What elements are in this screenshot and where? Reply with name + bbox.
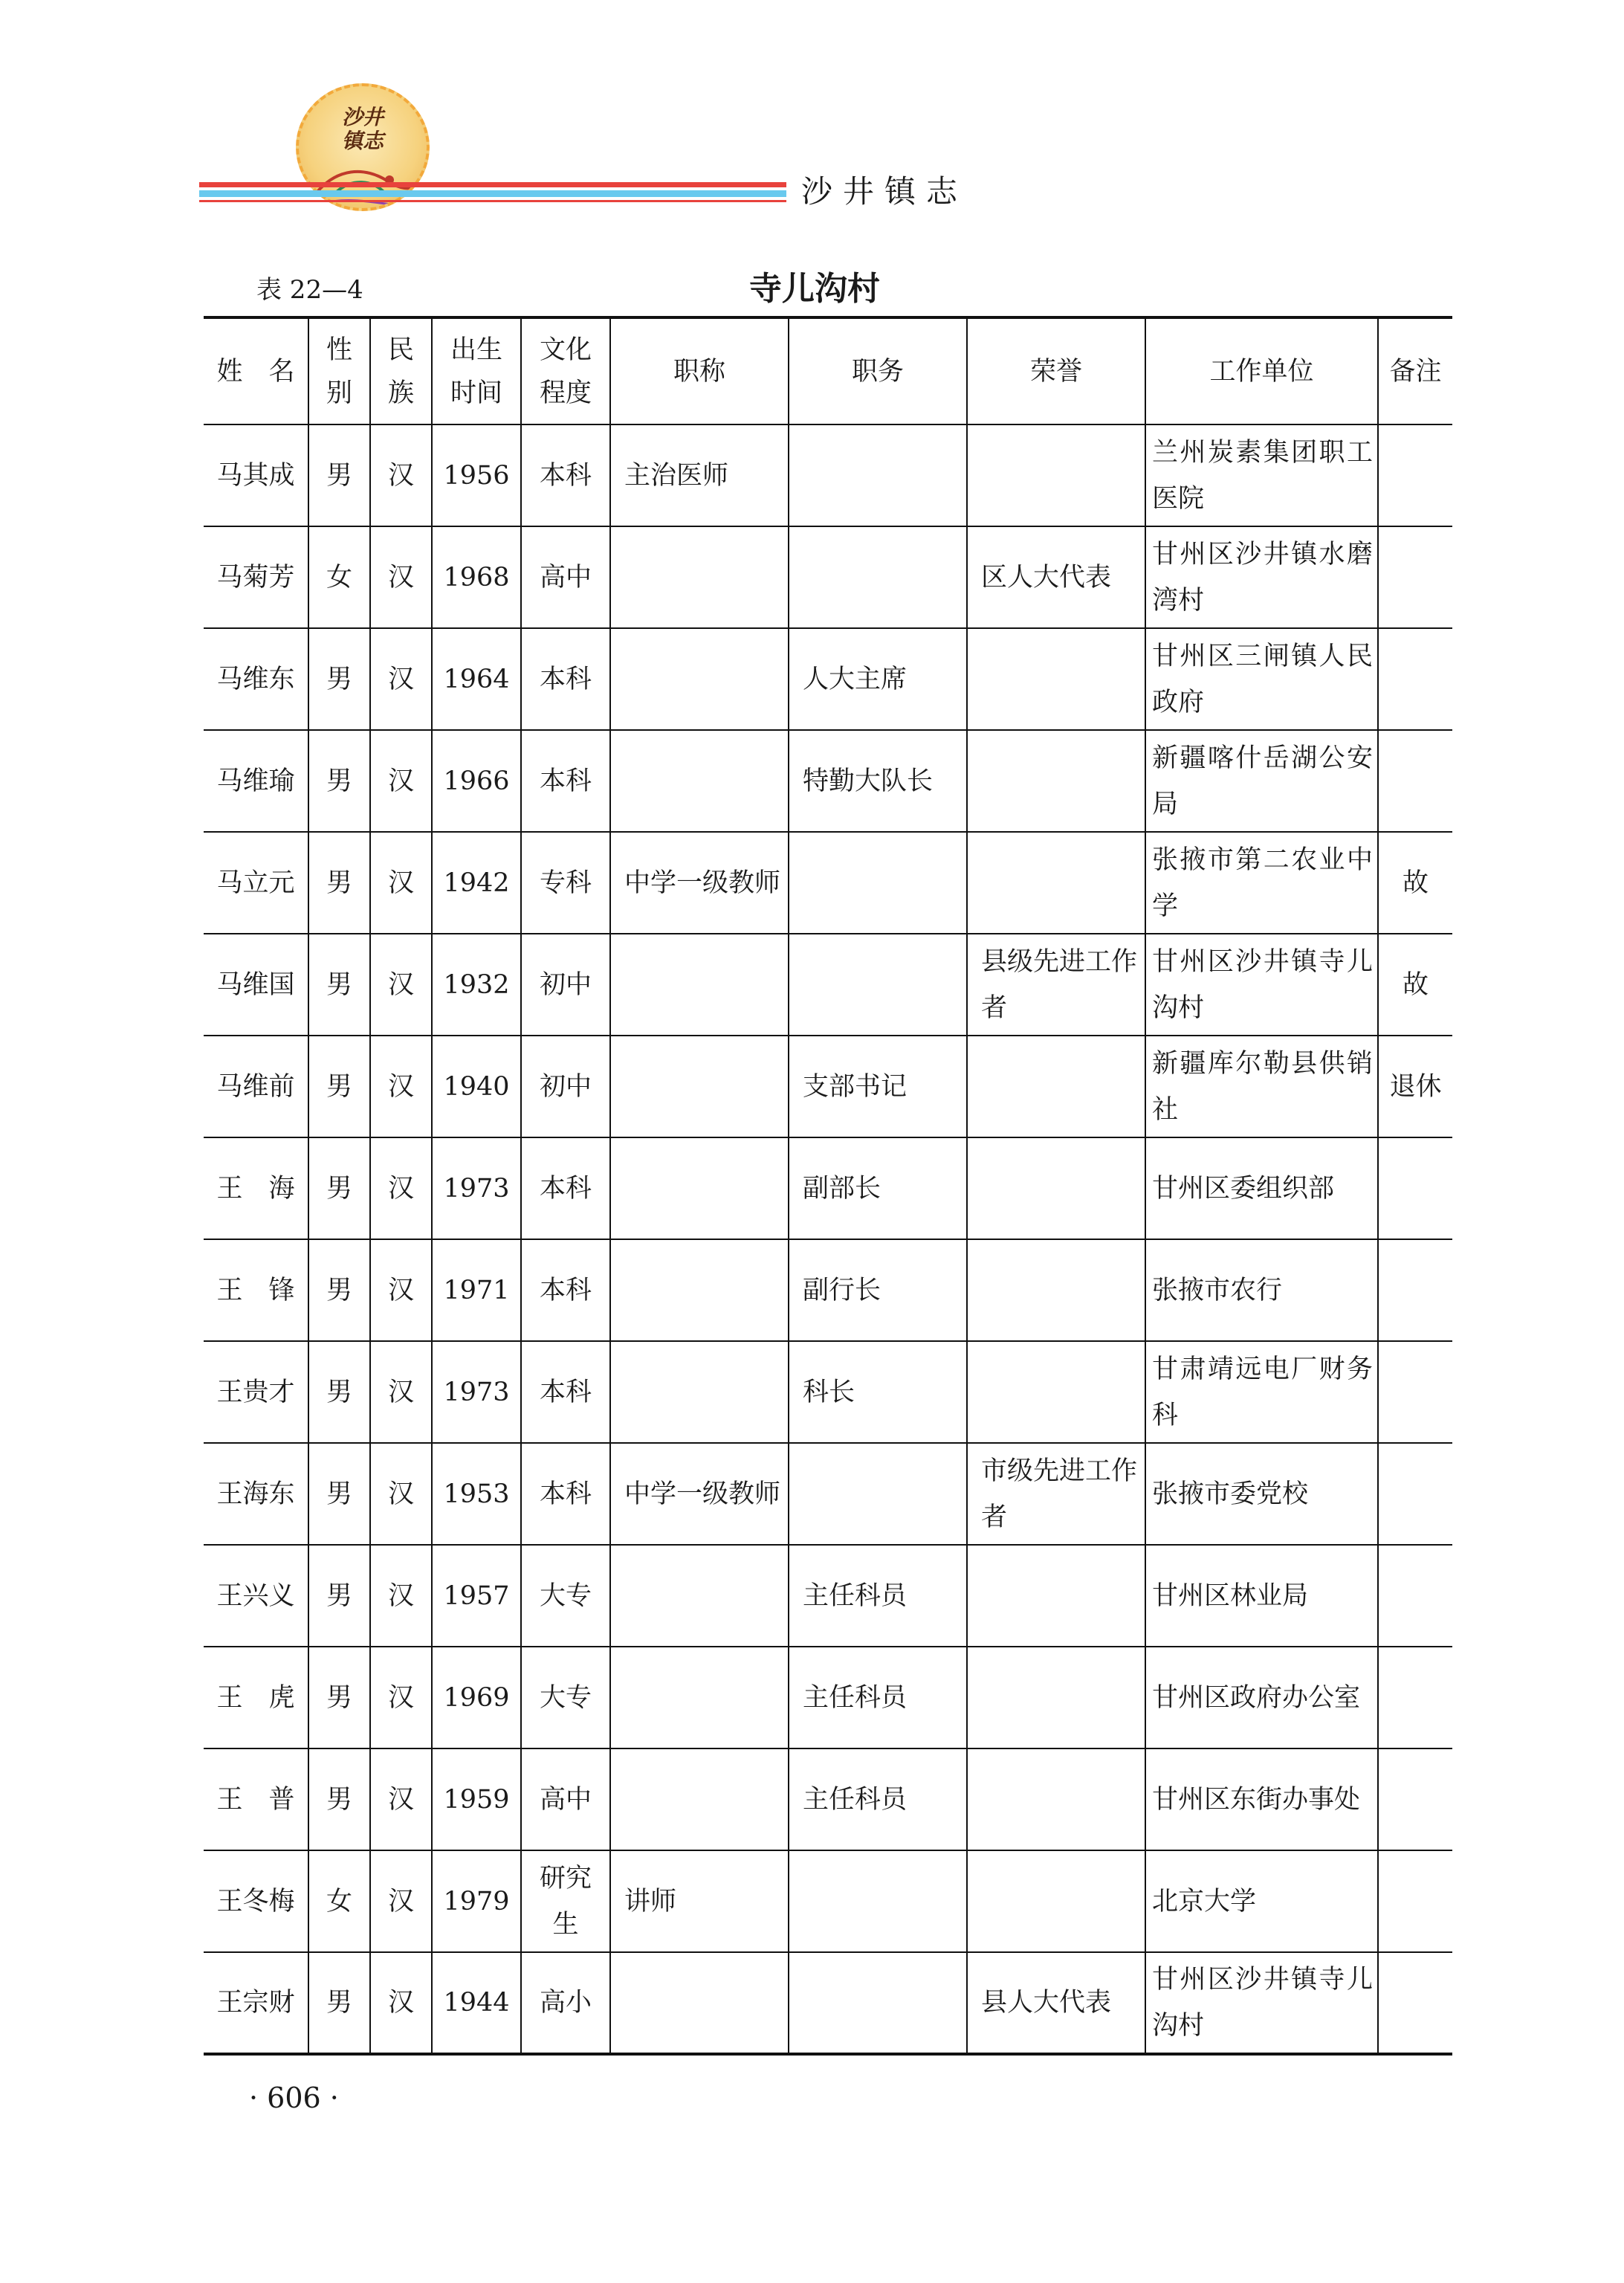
cell-birth: 1971	[432, 1239, 521, 1341]
cell-honor	[967, 1341, 1145, 1443]
cell-position	[789, 1850, 967, 1952]
cell-education: 初中	[521, 934, 610, 1036]
cell-birth: 1953	[432, 1443, 521, 1545]
cell-birth: 1973	[432, 1341, 521, 1443]
cell-name: 王宗财	[204, 1952, 308, 2054]
cell-unit: 北京大学	[1145, 1850, 1378, 1952]
col-header-education: 文化程度	[521, 317, 610, 424]
cell-note	[1378, 1850, 1452, 1952]
cell-note	[1378, 1239, 1452, 1341]
cell-position	[789, 526, 967, 628]
cell-unit: 新疆库尔勒县供销社	[1145, 1036, 1378, 1137]
cell-position	[789, 1952, 967, 2054]
table-body	[204, 424, 1452, 2054]
col-header-unit: 工作单位	[1145, 317, 1378, 424]
cell-name: 王兴义	[204, 1545, 308, 1647]
cell-birth: 1940	[432, 1036, 521, 1137]
cell-education: 本科	[521, 730, 610, 832]
cell-name: 马菊芳	[204, 526, 308, 628]
cell-ethnicity: 汉	[370, 730, 432, 832]
book-title: 沙井镇志	[801, 173, 968, 210]
cell-unit: 张掖市第二农业中学	[1145, 832, 1378, 934]
cell-gender: 男	[308, 1137, 370, 1239]
cell-education: 本科	[521, 424, 610, 526]
cell-name: 王海东	[204, 1443, 308, 1545]
cell-ethnicity: 汉	[370, 832, 432, 934]
cell-birth: 1956	[432, 424, 521, 526]
cell-honor	[967, 1748, 1145, 1850]
cell-education: 高中	[521, 526, 610, 628]
cell-honor	[967, 1545, 1145, 1647]
cell-education: 高小	[521, 1952, 610, 2054]
cell-title: 中学一级教师	[610, 1443, 789, 1545]
cell-ethnicity: 汉	[370, 1239, 432, 1341]
logo-text-line2: 镇志	[341, 129, 384, 153]
cell-unit: 甘州区政府办公室	[1145, 1647, 1378, 1748]
cell-gender: 男	[308, 1341, 370, 1443]
page-number: · 606 ·	[249, 2082, 339, 2114]
cell-education: 本科	[521, 1443, 610, 1545]
table-row	[204, 628, 1452, 730]
cell-position: 支部书记	[789, 1036, 967, 1137]
cell-position: 副部长	[789, 1137, 967, 1239]
cell-ethnicity: 汉	[370, 934, 432, 1036]
cell-honor	[967, 1850, 1145, 1952]
cell-ethnicity: 汉	[370, 1341, 432, 1443]
cell-ethnicity: 汉	[370, 1850, 432, 1952]
col-header-birth: 出生时间	[432, 317, 521, 424]
cell-title: 讲师	[610, 1850, 789, 1952]
cell-ethnicity: 汉	[370, 1137, 432, 1239]
table-row	[204, 934, 1452, 1036]
cell-position	[789, 1443, 967, 1545]
cell-gender: 男	[308, 1647, 370, 1748]
col-header-note: 备注	[1378, 317, 1452, 424]
table-row	[204, 1137, 1452, 1239]
cell-honor	[967, 1647, 1145, 1748]
cell-name: 王 海	[204, 1137, 308, 1239]
cell-gender: 男	[308, 832, 370, 934]
cell-education: 研究生	[521, 1850, 610, 1952]
cell-ethnicity: 汉	[370, 1443, 432, 1545]
col-header-gender: 性别	[308, 317, 370, 424]
table-row	[204, 1036, 1452, 1137]
cell-position	[789, 832, 967, 934]
cell-ethnicity: 汉	[370, 1952, 432, 2054]
cell-ethnicity: 汉	[370, 1748, 432, 1850]
cell-position	[789, 934, 967, 1036]
logo-text	[299, 106, 427, 153]
cell-ethnicity: 汉	[370, 1647, 432, 1748]
cell-position: 主任科员	[789, 1545, 967, 1647]
cell-title	[610, 526, 789, 628]
cell-unit: 新疆喀什岳湖公安局	[1145, 730, 1378, 832]
cell-unit: 张掖市农行	[1145, 1239, 1378, 1341]
cell-birth: 1964	[432, 628, 521, 730]
cell-note	[1378, 1137, 1452, 1239]
cell-title	[610, 730, 789, 832]
cell-unit: 张掖市委党校	[1145, 1443, 1378, 1545]
table-row	[204, 1239, 1452, 1341]
cell-gender: 女	[308, 526, 370, 628]
table-row	[204, 1952, 1452, 2054]
cell-note	[1378, 628, 1452, 730]
cell-position: 人大主席	[789, 628, 967, 730]
table-row	[204, 1341, 1452, 1443]
cell-title	[610, 1748, 789, 1850]
cell-gender: 男	[308, 628, 370, 730]
cell-note: 故	[1378, 832, 1452, 934]
cell-gender: 女	[308, 1850, 370, 1952]
col-header-title: 职称	[610, 317, 789, 424]
cell-name: 马维前	[204, 1036, 308, 1137]
cell-honor	[967, 424, 1145, 526]
cell-title	[610, 1952, 789, 2054]
cell-ethnicity: 汉	[370, 1036, 432, 1137]
cell-note: 退休	[1378, 1036, 1452, 1137]
cell-title	[610, 1239, 789, 1341]
cell-education: 本科	[521, 1341, 610, 1443]
header-rule-blue	[199, 190, 786, 197]
cell-note	[1378, 1545, 1452, 1647]
cell-birth: 1942	[432, 832, 521, 934]
cell-position	[789, 424, 967, 526]
table-row	[204, 1647, 1452, 1748]
table-header-row	[204, 317, 1452, 424]
table-row	[204, 526, 1452, 628]
col-header-position: 职务	[789, 317, 967, 424]
cell-education: 本科	[521, 1239, 610, 1341]
cell-ethnicity: 汉	[370, 526, 432, 628]
table-row	[204, 730, 1452, 832]
table-row	[204, 832, 1452, 934]
cell-honor: 区人大代表	[967, 526, 1145, 628]
cell-gender: 男	[308, 1239, 370, 1341]
cell-unit: 甘州区林业局	[1145, 1545, 1378, 1647]
cell-position: 副行长	[789, 1239, 967, 1341]
cell-birth: 1979	[432, 1850, 521, 1952]
cell-title	[610, 1341, 789, 1443]
cell-ethnicity: 汉	[370, 424, 432, 526]
cell-name: 王贵才	[204, 1341, 308, 1443]
cell-name: 马立元	[204, 832, 308, 934]
col-header-honor: 荣誉	[967, 317, 1145, 424]
cell-honor	[967, 628, 1145, 730]
table-row	[204, 1748, 1452, 1850]
cell-honor	[967, 1036, 1145, 1137]
cell-education: 高中	[521, 1748, 610, 1850]
header-rule-red-thin	[199, 200, 786, 202]
cell-gender: 男	[308, 1036, 370, 1137]
cell-birth: 1944	[432, 1952, 521, 2054]
cell-honor	[967, 832, 1145, 934]
bird-icon	[306, 152, 425, 211]
cell-birth: 1969	[432, 1647, 521, 1748]
cell-note	[1378, 1443, 1452, 1545]
cell-title: 中学一级教师	[610, 832, 789, 934]
cell-unit: 甘肃靖远电厂财务科	[1145, 1341, 1378, 1443]
personnel-table	[204, 316, 1452, 2056]
cell-name: 马维东	[204, 628, 308, 730]
header-rule-red	[199, 182, 786, 187]
cell-note	[1378, 1341, 1452, 1443]
table-row	[204, 1850, 1452, 1952]
cell-name: 王冬梅	[204, 1850, 308, 1952]
cell-name: 马维国	[204, 934, 308, 1036]
cell-position: 主任科员	[789, 1748, 967, 1850]
cell-education: 本科	[521, 1137, 610, 1239]
cell-education: 初中	[521, 1036, 610, 1137]
cell-title	[610, 1545, 789, 1647]
cell-honor: 市级先进工作者	[967, 1443, 1145, 1545]
cell-name: 王 虎	[204, 1647, 308, 1748]
table-number: 表 22—4	[256, 275, 363, 305]
cell-position: 科长	[789, 1341, 967, 1443]
cell-name: 马维瑜	[204, 730, 308, 832]
cell-birth: 1932	[432, 934, 521, 1036]
col-header-ethnicity: 民族	[370, 317, 432, 424]
cell-gender: 男	[308, 424, 370, 526]
cell-note	[1378, 1952, 1452, 2054]
cell-unit: 甘州区沙井镇寺儿沟村	[1145, 1952, 1378, 2054]
cell-name: 马其成	[204, 424, 308, 526]
cell-unit: 甘州区沙井镇水磨湾村	[1145, 526, 1378, 628]
cell-gender: 男	[308, 1545, 370, 1647]
cell-title: 主治医师	[610, 424, 789, 526]
cell-birth: 1968	[432, 526, 521, 628]
cell-birth: 1957	[432, 1545, 521, 1647]
cell-ethnicity: 汉	[370, 1545, 432, 1647]
cell-title	[610, 934, 789, 1036]
cell-position: 特勤大队长	[789, 730, 967, 832]
cell-unit: 兰州炭素集团职工医院	[1145, 424, 1378, 526]
cell-name: 王 锋	[204, 1239, 308, 1341]
cell-birth: 1973	[432, 1137, 521, 1239]
table-title: 寺儿沟村	[749, 270, 880, 308]
cell-note	[1378, 730, 1452, 832]
cell-education: 专科	[521, 832, 610, 934]
cell-note	[1378, 424, 1452, 526]
cell-unit: 甘州区沙井镇寺儿沟村	[1145, 934, 1378, 1036]
cell-note	[1378, 526, 1452, 628]
cell-honor: 县人大代表	[967, 1952, 1145, 2054]
cell-unit: 甘州区东街办事处	[1145, 1748, 1378, 1850]
cell-gender: 男	[308, 1443, 370, 1545]
cell-honor: 县级先进工作者	[967, 934, 1145, 1036]
cell-unit: 甘州区委组织部	[1145, 1137, 1378, 1239]
cell-title	[610, 1036, 789, 1137]
cell-title	[610, 1137, 789, 1239]
cell-unit: 甘州区三闸镇人民政府	[1145, 628, 1378, 730]
cell-honor	[967, 1239, 1145, 1341]
cell-note	[1378, 1647, 1452, 1748]
cell-education: 本科	[521, 628, 610, 730]
cell-education: 大专	[521, 1545, 610, 1647]
cell-gender: 男	[308, 1952, 370, 2054]
cell-birth: 1966	[432, 730, 521, 832]
col-header-name: 姓 名	[204, 317, 308, 424]
cell-name: 王 普	[204, 1748, 308, 1850]
logo-text-line1: 沙井	[341, 105, 384, 129]
cell-title	[610, 1647, 789, 1748]
cell-birth: 1959	[432, 1748, 521, 1850]
cell-gender: 男	[308, 730, 370, 832]
cell-title	[610, 628, 789, 730]
cell-ethnicity: 汉	[370, 628, 432, 730]
cell-honor	[967, 1137, 1145, 1239]
cell-education: 大专	[521, 1647, 610, 1748]
cell-honor	[967, 730, 1145, 832]
cell-gender: 男	[308, 1748, 370, 1850]
table-row	[204, 424, 1452, 526]
cell-gender: 男	[308, 934, 370, 1036]
table-row	[204, 1443, 1452, 1545]
cell-note	[1378, 1748, 1452, 1850]
cell-note: 故	[1378, 934, 1452, 1036]
table-row	[204, 1545, 1452, 1647]
cell-position: 主任科员	[789, 1647, 967, 1748]
